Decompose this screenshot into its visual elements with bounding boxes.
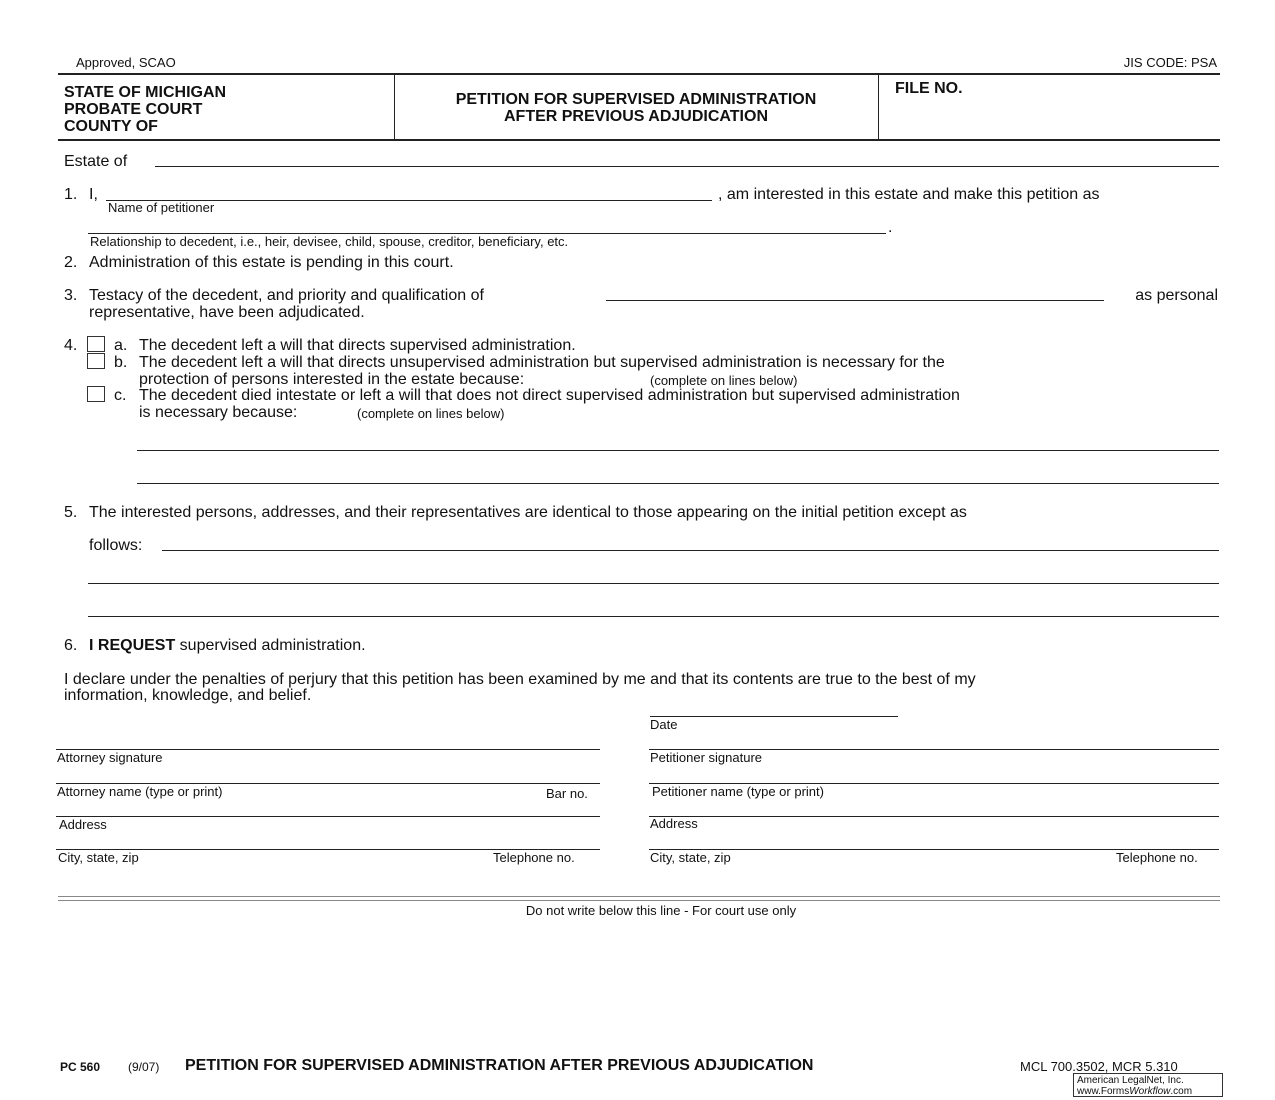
option-b-note: (complete on lines below) xyxy=(650,373,798,388)
form-title-line2: AFTER PREVIOUS ADJUDICATION xyxy=(503,108,768,125)
reason-underline-1 xyxy=(137,450,1219,451)
attorney-address-caption: Address xyxy=(59,817,107,832)
form-revision: (9/07) xyxy=(128,1060,160,1074)
stamp-line2-c: .com xyxy=(1170,1086,1193,1097)
option-b-text-line2: protection of persons interested in the estate because: xyxy=(139,371,525,388)
petitioner-signature-caption: Petitioner signature xyxy=(650,750,763,765)
item1-prefix: I, xyxy=(89,186,98,203)
item5-follows: follows: xyxy=(89,537,143,554)
bar-no-caption: Bar no. xyxy=(546,786,588,801)
header-divider-1 xyxy=(394,74,395,140)
personal-rep-underline xyxy=(606,300,1104,301)
option-a-text: The decedent left a will that directs supervised administration. xyxy=(139,337,576,354)
petitioner-address-caption: Address xyxy=(650,816,698,831)
option-a-checkbox[interactable] xyxy=(87,336,105,352)
form-title-line1: PETITION FOR SUPERVISED ADMINISTRATION xyxy=(455,91,817,108)
court-use-rule-1 xyxy=(58,896,1220,897)
item6-text: supervised administration. xyxy=(175,637,366,654)
estate-label: Estate of xyxy=(64,153,128,170)
exceptions-line-1[interactable] xyxy=(164,532,1217,550)
option-c-note: (complete on lines below) xyxy=(357,406,505,421)
attorney-address-underline xyxy=(56,816,600,817)
petitioner-name-caption: Petitioner name (type or print) xyxy=(652,784,824,799)
item2-text: Administration of this estate is pending in this court. xyxy=(89,254,454,271)
reason-line-2[interactable] xyxy=(139,465,1217,483)
petitioner-phone-caption: Telephone no. xyxy=(1116,850,1198,865)
reason-line-1[interactable] xyxy=(139,432,1217,450)
estate-underline xyxy=(155,166,1219,167)
exceptions-underline-1 xyxy=(162,550,1219,551)
item3-text-a: Testacy of the decedent, and priority and qualification of xyxy=(89,287,484,304)
exceptions-line-3[interactable] xyxy=(90,598,1217,616)
option-c-text-line1: The decedent died intestate or left a will that does not direct supervised administration but supervised administration xyxy=(139,387,960,404)
form-number: PC 560 xyxy=(60,1060,101,1074)
item5-text: The interested persons, addresses, and their representatives are identical to those appearing on the initial petition except as xyxy=(89,504,967,521)
petitioner-address-underline xyxy=(649,816,1219,817)
item1-suffix: , am interested in this estate and make this petition as xyxy=(718,186,1100,203)
item1-number: 1. xyxy=(64,186,78,203)
option-b-text-line1: The decedent left a will that directs unsupervised administration but supervised administration is necessary for the xyxy=(139,354,945,371)
court-name: PROBATE COURT xyxy=(64,101,203,118)
header-bottom-rule xyxy=(58,139,1220,141)
attorney-city-field[interactable] xyxy=(57,832,598,850)
item2-number: 2. xyxy=(64,254,78,271)
petitioner-name-caption: Name of petitioner xyxy=(108,200,215,215)
date-caption: Date xyxy=(650,717,678,732)
item3-number: 3. xyxy=(64,287,78,304)
petitioner-city-caption: City, state, zip xyxy=(650,850,731,865)
petitioner-city-field[interactable] xyxy=(650,832,1217,850)
attorney-city-caption: City, state, zip xyxy=(58,850,139,865)
stamp-line2-b: Workflow xyxy=(1129,1086,1171,1097)
option-b-letter: b. xyxy=(114,354,128,371)
exceptions-underline-3 xyxy=(88,616,1219,617)
reason-underline-2 xyxy=(137,483,1219,484)
petitioner-name-field[interactable] xyxy=(108,183,712,201)
item6-number: 6. xyxy=(64,637,78,654)
legalnet-stamp xyxy=(1073,1073,1223,1097)
attorney-signature-field[interactable] xyxy=(57,732,598,750)
court-use-label: Do not write below this line - For court use only xyxy=(525,903,797,918)
date-underline xyxy=(650,716,898,717)
declaration-line2: information, knowledge, and belief. xyxy=(64,687,312,704)
date-field[interactable] xyxy=(650,698,896,716)
attorney-address-field[interactable] xyxy=(57,798,598,816)
item6-request: I REQUEST xyxy=(89,637,176,654)
court-state: STATE OF MICHIGAN xyxy=(64,84,227,101)
stamp-line1: American LegalNet, Inc. xyxy=(1077,1075,1184,1086)
item6-line xyxy=(89,637,366,655)
relationship-end: . xyxy=(888,219,893,236)
petitioner-name-field-sig[interactable] xyxy=(650,765,1217,783)
exceptions-underline-2 xyxy=(88,583,1219,584)
option-c-text-line2: is necessary because: xyxy=(139,404,298,421)
declaration-line1: I declare under the penalties of perjury that this petition has been examined by me and that its contents are true to the best of my xyxy=(64,671,976,688)
footer-title: PETITION FOR SUPERVISED ADMINISTRATION AFTER PREVIOUS ADJUDICATION xyxy=(185,1057,814,1074)
item4-number: 4. xyxy=(64,337,78,354)
petitioner-address-field[interactable] xyxy=(650,798,1217,816)
option-c-checkbox[interactable] xyxy=(87,386,105,402)
option-a-letter: a. xyxy=(114,337,128,354)
stamp-line2 xyxy=(1077,1086,1222,1097)
item3-text-b: as personal xyxy=(1135,287,1218,304)
footer-citation: MCL 700.3502, MCR 5.310 xyxy=(1020,1059,1178,1074)
option-b-checkbox[interactable] xyxy=(87,353,105,369)
attorney-name-field[interactable] xyxy=(57,765,598,783)
stamp-line2-a: www.Forms xyxy=(1077,1086,1130,1097)
court-county: COUNTY OF xyxy=(64,118,158,135)
attorney-phone-caption: Telephone no. xyxy=(493,850,575,865)
petitioner-signature-field[interactable] xyxy=(650,732,1217,750)
court-use-rule-2 xyxy=(58,900,1220,901)
attorney-name-caption: Attorney name (type or print) xyxy=(57,784,223,799)
relationship-caption: Relationship to decedent, i.e., heir, devisee, child, spouse, creditor, beneficiary, etc. xyxy=(90,234,569,249)
attorney-signature-caption: Attorney signature xyxy=(57,750,163,765)
header-top-rule xyxy=(58,73,1220,75)
exceptions-line-2[interactable] xyxy=(90,565,1217,583)
item5-number: 5. xyxy=(64,504,78,521)
item3-text-c: representative, have been adjudicated. xyxy=(89,304,365,321)
option-c-letter: c. xyxy=(114,387,127,404)
file-no-field[interactable] xyxy=(995,80,1215,98)
jis-code: JIS CODE: PSA xyxy=(1123,55,1217,70)
approved-label: Approved, SCAO xyxy=(76,55,176,70)
relationship-field[interactable] xyxy=(90,216,884,234)
header-divider-2 xyxy=(878,74,879,140)
file-no-label: FILE NO. xyxy=(895,80,963,97)
